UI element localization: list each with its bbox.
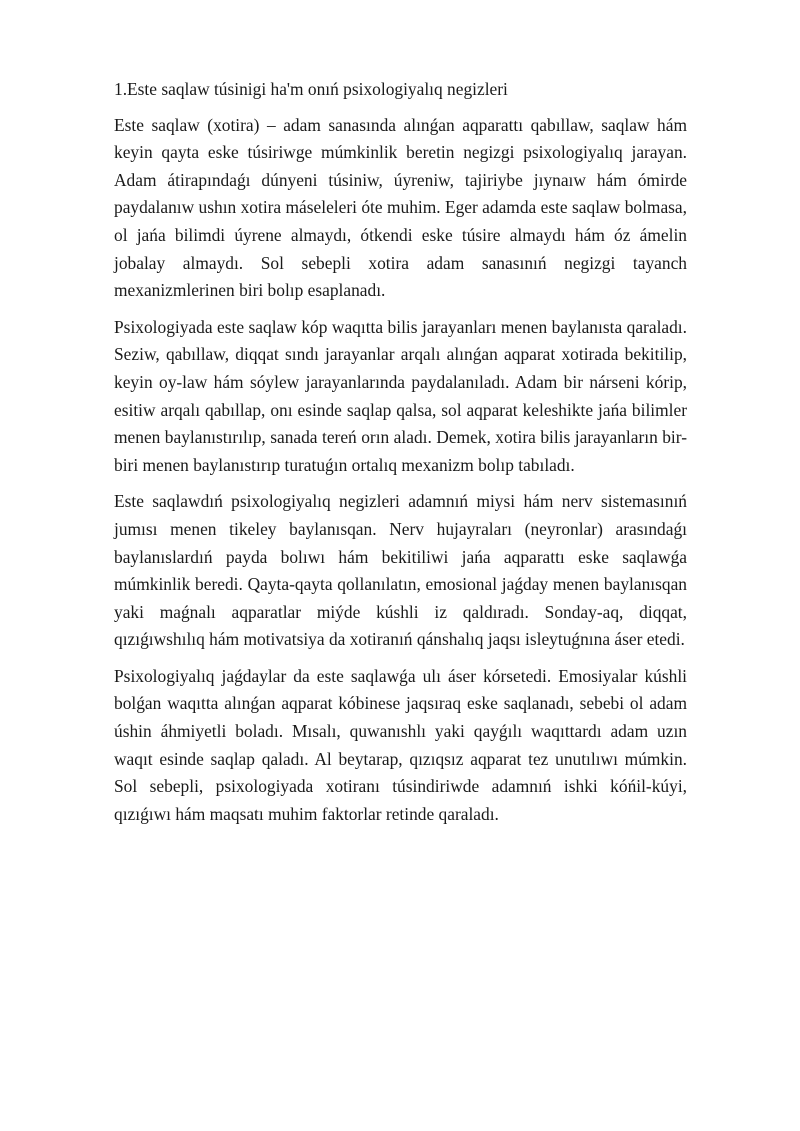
paragraph-3: Este saqlawdıń psixologiyalıq negizleri adamnıń miysi hám nerv sistemasınıń jumısı menen tikeley baylanısqan. Nerv hujayraları (neyronlar) arasındaǵı baylanıslardıń payda bolıwı hám bekitiliwi jańa aqparattı eske saqlawǵa múmkinlik beredi. Qayta-qayta qollanılatın, emosional jaǵday menen baylanısqan yaki maǵnalı aqparatlar miýde kúshli iz qaldıradı. Sonday-aq, diqqat, qızıǵıwshılıq hám motivatsiya da xotiranıń qánshalıq jaqsı isleytuǵnına áser etedi. <box>114 491 687 650</box>
paragraph-2: Psixologiyada este saqlaw kóp waqıtta bilis jarayanları menen baylanısta qaraladı. Seziw, qabıllaw, diqqat sındı jarayanlar arqalı alınǵan aqparat xotirada bekitilip, keyin oy-law hám sóylew jarayanlarında paydalanıladı. Adam bir nárseni kórip, esitiw arqalı qabıllap, onı esinde saqlap qalsa, sol aqparat keleshikte jańa bilimler menen baylanıstırılıp, sanada tereń orın aladı. Demek, xotira bilis jarayanların bir-biri menen baylanıstırıp turatuǵın ortalıq mexanizm bolıp tabıladı. <box>114 316 687 475</box>
paragraph-4: Psixologiyalıq jaǵdaylar da este saqlawǵa ulı áser kórsetedi. Emosiyalar kúshli bolǵan waqıtta alınǵan aqparat kóbinese jaqsıraq eske saqlanadı, sebebi ol adam úshin áhmiyetli boladı. Mısalı, quwanıshlı yaki qayǵılı waqıttardı adam uzın waqıt esinde saqlap qaladı. Al beytarap, qızıqsız aqparat tez unutılıwı múmkin. Sol sebepli, psixologiyada xotiranı túsindiriwde adamnıń ishki kóńil-kúyi, qızıǵıwı hám maqsatı muhim faktorlar retinde qaraladı. <box>114 665 687 824</box>
section-heading: 1.Este saqlaw túsinigi ha'm onıń psixologiyalıq negizleri <box>114 79 508 99</box>
document-body <box>114 76 687 837</box>
paragraph-1: Este saqlaw (xotira) – adam sanasında alınǵan aqparattı qabıllaw, saqlaw hám keyin qayta eske túsiriwge múmkinlik beretin negizgi psixologiyalıq jarayan. Adam átirapındaǵı dúnyeni túsiniw, úyreniw, tajiriybe jıynaıw hám ómirde paydalanıw ushın xotira máseleleri óte muhim. Eger adamda este saqlaw bolmasa, ol jańa bilimdi úyrene almaydı, ótkendi eske túsire almaydı hám óz ámelin jobalay almaydı. Sol sebepli xotira adam sanasınıń negizgi tayanch mexanizmlerinen biri bolıp esaplanadı. <box>114 114 687 301</box>
